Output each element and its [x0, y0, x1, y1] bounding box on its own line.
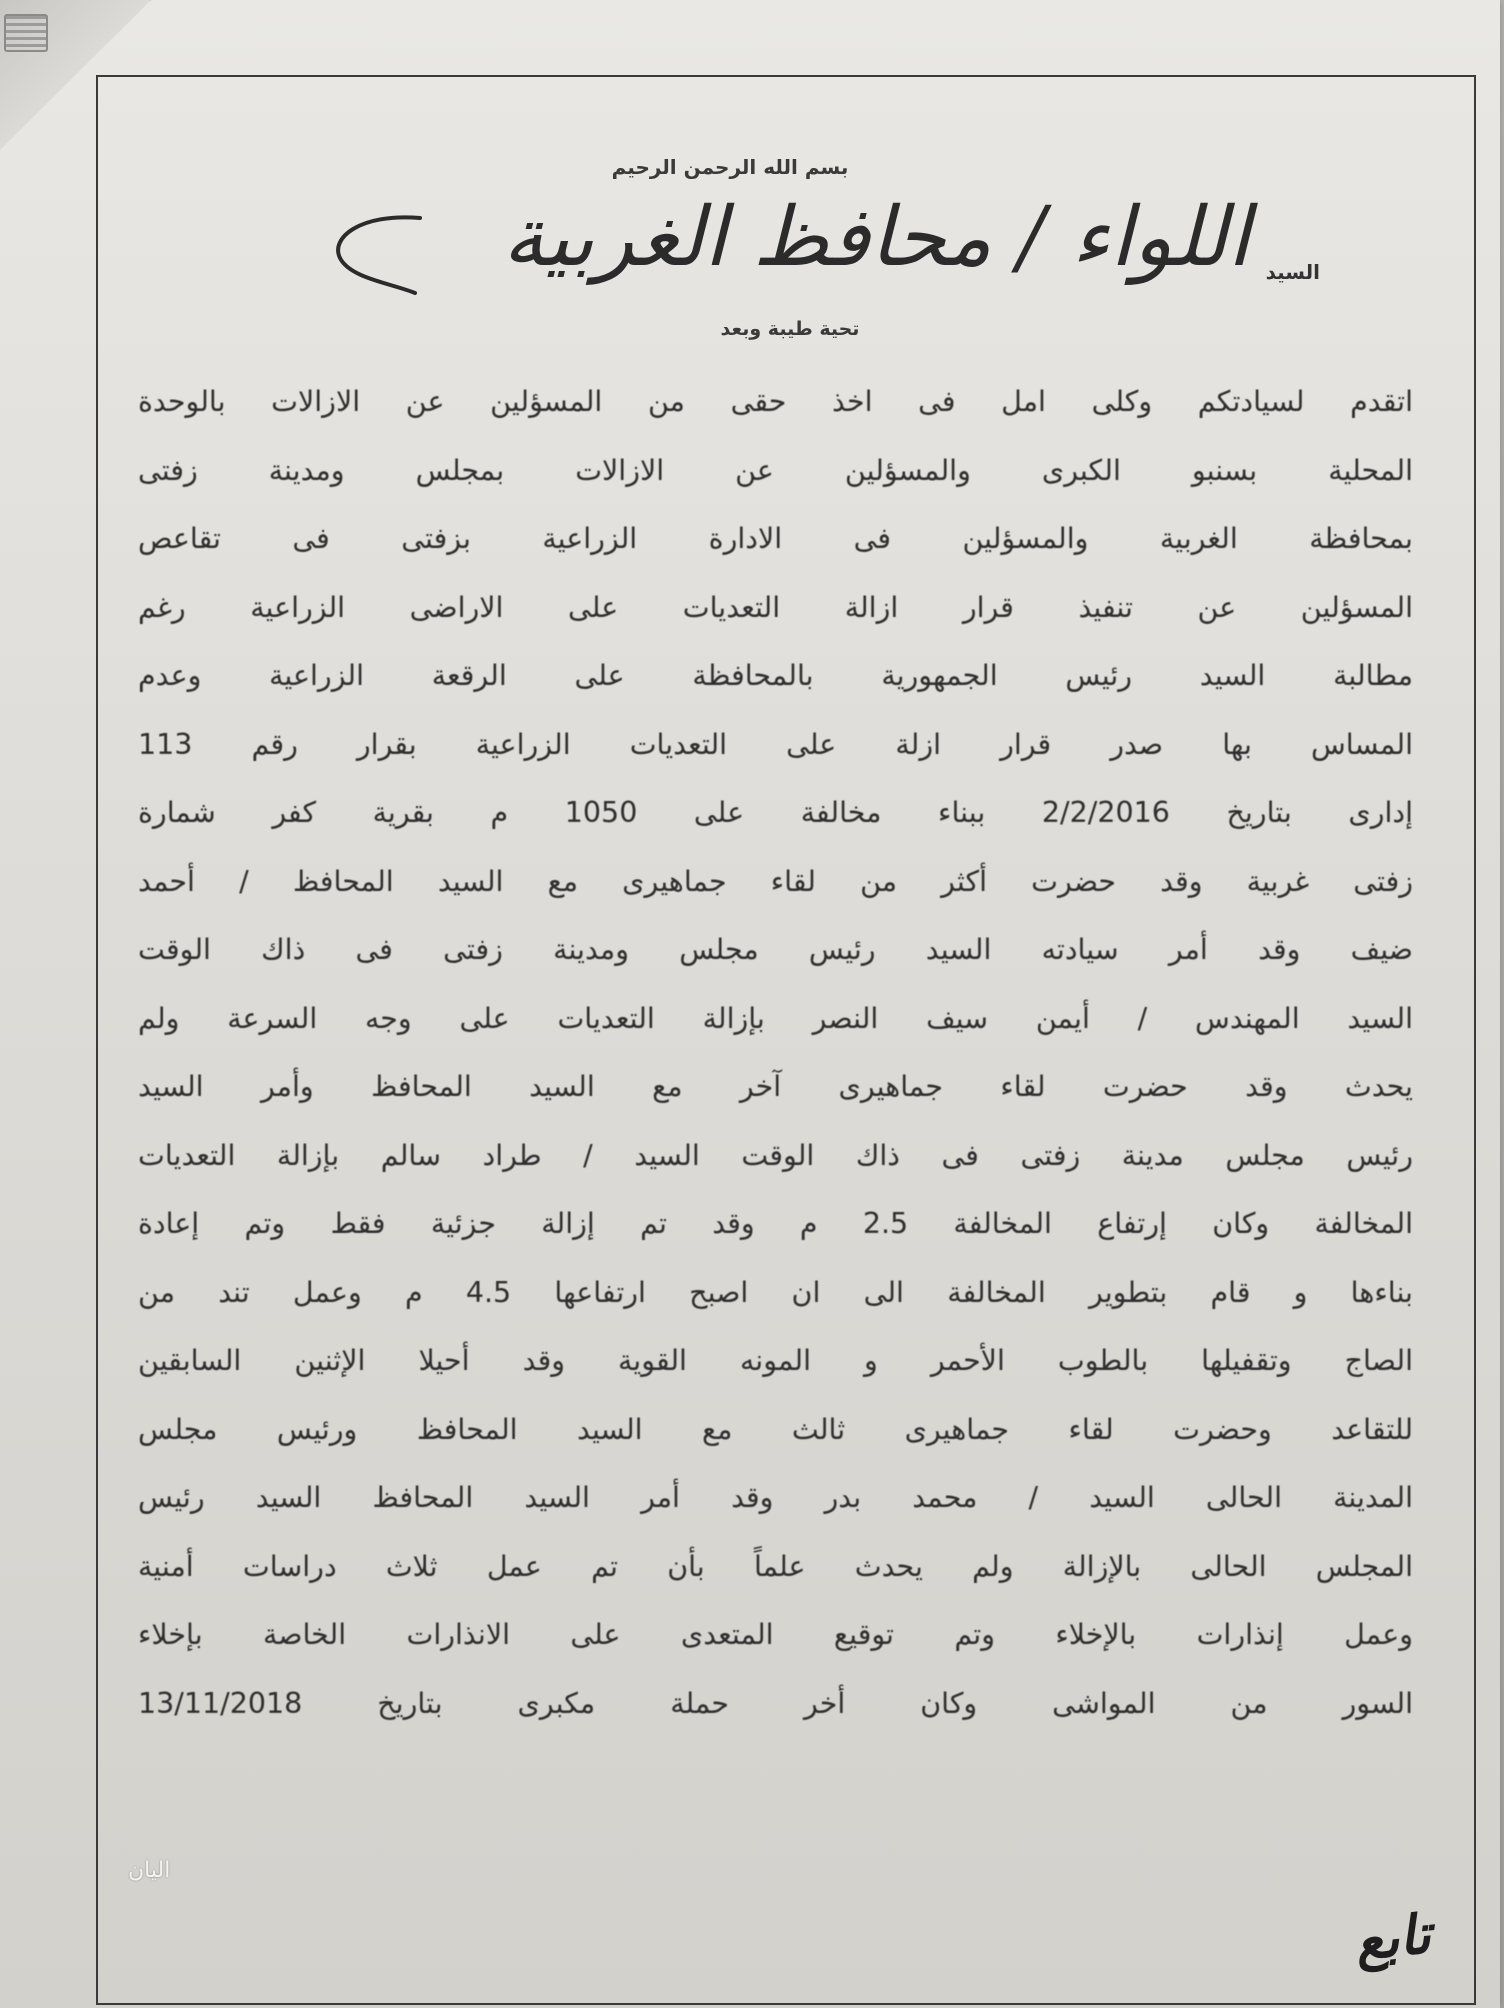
body-line: بمحافظة الغربية والمسؤلين فى الادارة الزراعية بزفتى فى تقاعص: [138, 522, 1413, 555]
watermark-logo: اليان: [128, 1858, 171, 1883]
body-line: رئيس مجلس مدينة زفتى فى ذاك الوقت السيد / طراد سالم بإزالة التعديات: [138, 1138, 1413, 1172]
greeting: تحية طيبة وبعد: [720, 318, 860, 340]
continued-note: تابع: [1351, 1901, 1434, 1973]
letter-body: [138, 368, 1413, 1738]
body-line: إدارى بتاريخ 2/2/2016 ببناء مخالفة على 1050 م بقرية كفر شمارة: [138, 796, 1413, 829]
body-line: مطالبة السيد رئيس الجمهورية بالمحافظة على الرقعة الزراعية وعدم: [138, 659, 1413, 692]
addressee: [300, 190, 1320, 310]
body-line: الصاج وتقفيلها بالطوب الأحمر و المونه القوية وقد أحيلا الإثنين السابقين: [138, 1344, 1413, 1377]
body-line: المحلية بسنبو الكبرى والمسؤلين عن الازالات بمجلس ومدينة زفتى: [138, 453, 1413, 487]
addressee-handwritten: اللواء / محافظ الغربية: [502, 190, 1250, 285]
body-line: اتقدم لسيادتكم وكلى امل فى اخذ حقى من المسؤلين عن الازالات بالوحدة: [138, 385, 1413, 418]
body-line: السيد المهندس / أيمن سيف النصر بإزالة التعديات على وجه السرعة ولم: [138, 1001, 1413, 1035]
body-line: المدينة الحالى السيد / محمد بدر وقد أمر السيد المحافظ السيد رئيس: [138, 1481, 1413, 1514]
body-line: المسؤلين عن تنفيذ قرار ازالة التعديات على الاراضى الزراعية رغم: [138, 590, 1413, 624]
basmala: بسم الله الرحمن الرحيم: [611, 155, 849, 179]
body-line: يحدث وقد حضرت لقاء جماهيرى آخر مع السيد المحافظ وأمر السيد: [138, 1070, 1413, 1103]
body-line: للتقاعد وحضرت لقاء جماهيرى ثالث مع السيد المحافظ ورئيس مجلس: [138, 1412, 1413, 1446]
handwriting-flourish-icon: [320, 208, 430, 298]
body-line: زفتى غربية وقد حضرت أكثر من لقاء جماهيرى مع السيد المحافظ / أحمد: [138, 864, 1413, 898]
body-line: السور من المواشى وكان أخر حملة مكبرى بتاريخ 13/11/2018: [138, 1686, 1413, 1720]
body-line: المساس بها صدر قرار ازلة على التعديات الزراعية بقرار رقم 113: [138, 727, 1413, 761]
body-line: بناءها و قام بتطوير المخالفة الى ان اصبح ارتفاعها 4.5 م وعمل تند من: [138, 1275, 1413, 1309]
body-line: ضيف وقد أمر سيادته السيد رئيس مجلس ومدينة زفتى فى ذاك الوقت: [138, 933, 1413, 966]
addressee-prefix: السيد: [1265, 260, 1320, 284]
body-line: وعمل إنذارات بالإخلاء وتم توقيع المتعدى على الانذارات الخاصة بإخلاء: [138, 1618, 1413, 1651]
body-line: المجلس الحالى بالإزالة ولم يحدث علماً بأن تم عمل ثلاث دراسات أمنية: [138, 1549, 1413, 1583]
staple-icon: [4, 14, 48, 52]
body-line: المخالفة وكان إرتفاع المخالفة 2.5 م وقد تم إزالة جزئية فقط وتم إعادة: [138, 1207, 1413, 1240]
